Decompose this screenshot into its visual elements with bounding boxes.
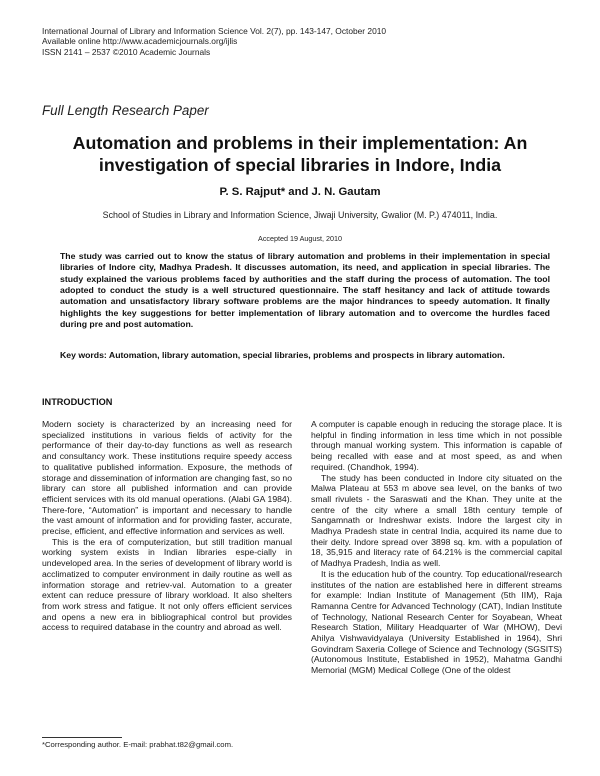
journal-issn: ISSN 2141 – 2537 ©2010 Academic Journals xyxy=(42,46,211,57)
journal-citation: International Journal of Library and Information Science Vol. 2(7), pp. 143-147, October 2010 xyxy=(42,26,387,36)
journal-header xyxy=(42,26,562,57)
accepted-date: Accepted 19 August, 2010 xyxy=(258,234,342,243)
right-column xyxy=(311,419,562,676)
paper-authors: P. S. Rajput* and J. N. Gautam xyxy=(219,186,381,198)
abstract: The study was carried out to know the status of library automation and problems in their implementation in special libraries of Indore city, Madhya Pradesh. It discusses automation, its need, and application in special libraries. The study explained the various problems faced by authorities and the staff during the process of automation. The tool adopted to conduct the study is a well structured questionnaire. The staff hesitancy and lack of attitude towards automation and unsatisfactory library software problems are the major hindrances to speedy automation. It finally highlights the key suggestions for better implementation of library automation and to overcome the hurdles faced during pre and post automation. xyxy=(60,251,550,330)
paragraph: A computer is capable enough in reducing the storage place. It is helpful in finding information in less time which in not possible through manual working system. This information is capable of being recalled with ease and at most speed, as and when required. (Chandhok, 1994). xyxy=(311,419,562,472)
keywords-text: Automation, library automation, special libraries, problems and prospects in library automation. xyxy=(108,350,505,360)
paragraph: The study has been conducted in Indore city situated on the Malwa Plateau at 553 m above sea level, on the banks of two small rivulets - the Saraswati and the Khan. They unite at the centre of the city where a small 18th century temple of Sangamnath or Indreshwar exists. Indore the largest city in Madhya Pradesh state in central India, acquired its name due to their deity. Indore spread over 3898 sq. km. with a population of 18, 35,915 and literacy rate of 64.21% is the commercial capital of Madhya Pradesh, India as well. xyxy=(311,472,562,569)
corresponding-author-footnote: *Corresponding author. E-mail: prabhat.t82@gmail.com. xyxy=(42,740,234,749)
author-affiliation: School of Studies in Library and Information Science, Jiwaji University, Gwalior (M. P.) 474011, India. xyxy=(102,210,498,220)
journal-url-line: Available online http://www.academicjournals.org/ijlis xyxy=(42,36,238,47)
section-type: Full Length Research Paper xyxy=(42,103,209,118)
paper-title: Automation and problems in their implementation: An investigation of special libraries in Indore, India xyxy=(72,133,528,175)
introduction-heading: INTRODUCTION xyxy=(42,397,113,407)
footnote-divider xyxy=(42,737,122,738)
paragraph: Modern society is characterized by an increasing need for specialized institutions in various fields of activity for the performance of their day-to-day functions as well as research and consultancy work. These institutions require speedy access to qualitative published information. Exposure, the methods of storage and dissemination of information are changing fast, so no library can store all published information and can provide efficient services with its old manual operations. (Alabi GA 1984). There-fore, “Automation” is important and necessary to handle the vast amount of information and for providing faster, accurate, precise, efficient, and effective information and services as well. xyxy=(42,419,292,537)
paragraph: It is the education hub of the country. Top educational/research institutes of the nation are established here in different streams for example: Indian Institute of Management (5th IIM), Raja Ramanna Centre for Advanced Technology (CAT), Indian Institute of Technology, National Research Center for Soyabean, Wheat Research Station, Military Headquarter of War (MHOW), Devi Ahilya Vishwavidyalaya (University Established in 1964), Shri Govindram Saxeria College of Science and Technology (SGSITS) (Autonomous Institute, Established in 1952), Mahatma Gandhi Memorial (MGM) Medical College (One of the oldest xyxy=(311,568,562,676)
keywords xyxy=(60,350,550,361)
paragraph: This is the era of computerization, but still tradition manual working system exists in Indian libraries espe-cially in undeveloped area. In the series of development of library world is acclimatized to computer environment in daily routine as well as information storage and retriev-val. Automation to a greater extent can reduce pressure of library workload. It also shelters from work stress and fatigue. It not only offers efficient services and opens a new era in bibliographical control but provides access to required database in the country and abroad as well. xyxy=(42,536,292,633)
keywords-label: Key words: xyxy=(60,350,107,360)
left-column xyxy=(42,419,292,633)
